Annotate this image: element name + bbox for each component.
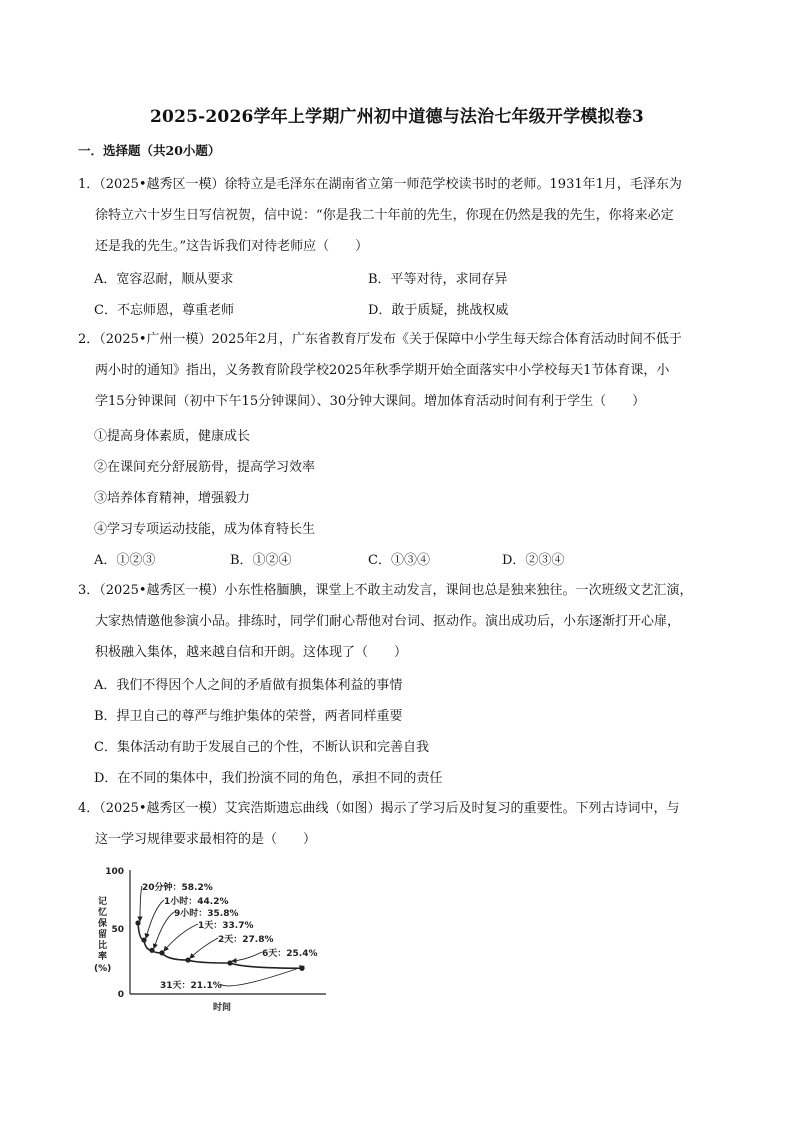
question-3-line-2: 大家热情邀他参演小品。排练时，同学们耐心帮他对台词、抠动作。演出成功后，小东逐渐打开心扉，: [95, 614, 681, 629]
data-label-arrow: [190, 938, 218, 958]
question-2: [78, 324, 718, 417]
x-axis-label: 时间: [212, 1003, 232, 1013]
question-3: [78, 575, 718, 668]
question-2-item-1: ①提高身体素质，健康成长: [94, 429, 251, 444]
data-point: [141, 937, 146, 942]
question-1-option-d: D．敢于质疑，挑战权威: [368, 303, 509, 318]
data-label: 31天：21.1%: [160, 981, 222, 991]
section-heading: 一．选择题（共20小题）: [78, 143, 221, 158]
question-1-option-c: C．不忘师恩，尊重老师: [94, 303, 234, 318]
question-3-line-1: 3．（2025•越秀区一模）小东性格腼腆，课堂上不敢主动发言，课间也总是独来独往。一次班级文艺汇演，: [78, 583, 693, 598]
data-point: [135, 920, 140, 925]
data-label: 2天：27.8%: [218, 935, 274, 945]
page-title: 2025-2026学年上学期广州初中道德与法治七年级开学模拟卷3: [150, 107, 644, 127]
question-4-line-2: 这一学习规律要求最相符的是（ ）: [95, 832, 317, 847]
question-3-option-c: C．集体活动有助于发展自己的个性，不断认识和完善自我: [94, 740, 429, 755]
question-2-option-d: D．②③④: [502, 553, 565, 568]
question-2-line-2: 两小时的通知》指出，义务教育阶段学校2025年秋季学期开始全面落实中小学校每天1节体育课，小: [95, 363, 670, 378]
question-4: [78, 793, 718, 855]
data-label: 6天：25.4%: [262, 949, 318, 959]
data-label: 20分钟：58.2%: [142, 883, 213, 893]
question-2-line-3: 学15分钟课间（初中下午15分钟课间）、30分钟大课间。增加体育活动时间有利于学生（ ）: [95, 394, 646, 409]
data-label-arrow: [220, 966, 304, 986]
question-3-option-a: A．我们不得因个人之间的矛盾做有损集体利益的事情: [94, 678, 403, 693]
question-1-option-b: B．平等对待，求同存异: [368, 272, 508, 287]
question-2-line-1: 2．（2025•广州一模）2025年2月，广东省教育厅发布《关于保障中小学生每天综合体育活动时间不低于: [78, 332, 682, 347]
data-point: [149, 948, 154, 953]
data-label: 1天：33.7%: [198, 921, 254, 931]
question-1-line-1: 1．（2025•越秀区一模）徐特立是毛泽东在湖南省立第一师范学校读书时的老师。1931年1月，毛泽东为: [78, 177, 682, 192]
question-4-line-1: 4．（2025•越秀区一模）艾宾浩斯遗忘曲线（如图）揭示了学习后及时复习的重要性。下列古诗词中，与: [78, 801, 680, 816]
data-label: 9小时：35.8%: [174, 909, 239, 919]
data-label: 1小时：44.2%: [164, 897, 229, 907]
question-1: [78, 169, 718, 262]
forgetting-curve-chart: [94, 864, 334, 1014]
data-points: [135, 881, 317, 991]
data-label-arrow: [164, 924, 198, 951]
data-point: [159, 950, 164, 955]
question-1-line-2: 徐特立六十岁生日写信祝贺，信中说：“你是我二十年前的先生，你现在仍然是我的先生，你将来必定: [95, 208, 674, 223]
y-tick-0: 0: [117, 990, 124, 1000]
question-1-option-a: A．宽容忍耐，顺从要求: [94, 272, 234, 287]
question-3-option-b: B．捍卫自己的尊严与维护集体的荣誉，两者同样重要: [94, 709, 403, 724]
question-2-option-b: B．①②④: [230, 553, 292, 568]
data-point: [227, 960, 232, 965]
question-2-option-c: C．①③④: [368, 553, 430, 568]
question-2-item-2: ②在课间充分舒展筋骨，提高学习效率: [94, 460, 316, 475]
question-2-option-a: A．①②③: [94, 553, 156, 568]
data-label-arrow: [146, 900, 164, 938]
data-point: [185, 957, 190, 962]
question-3-line-3: 积极融入集体，越来越自信和开朗。这体现了（ ）: [95, 645, 408, 660]
question-2-item-3: ③培养体育精神，增强毅力: [94, 491, 251, 506]
question-1-line-3: 还是我的先生。”这告诉我们对待老师应（ ）: [95, 239, 369, 254]
y-tick-50: 50: [111, 925, 124, 935]
data-label-arrow: [232, 952, 262, 961]
y-tick-100: 100: [105, 867, 124, 877]
y-axis-label: 记忆保留比率(%): [94, 897, 112, 974]
question-3-option-d: D．在不同的集体中，我们扮演不同的角色，承担不同的责任: [94, 771, 443, 786]
question-2-item-4: ④学习专项运动技能，成为体育特长生: [94, 522, 316, 537]
